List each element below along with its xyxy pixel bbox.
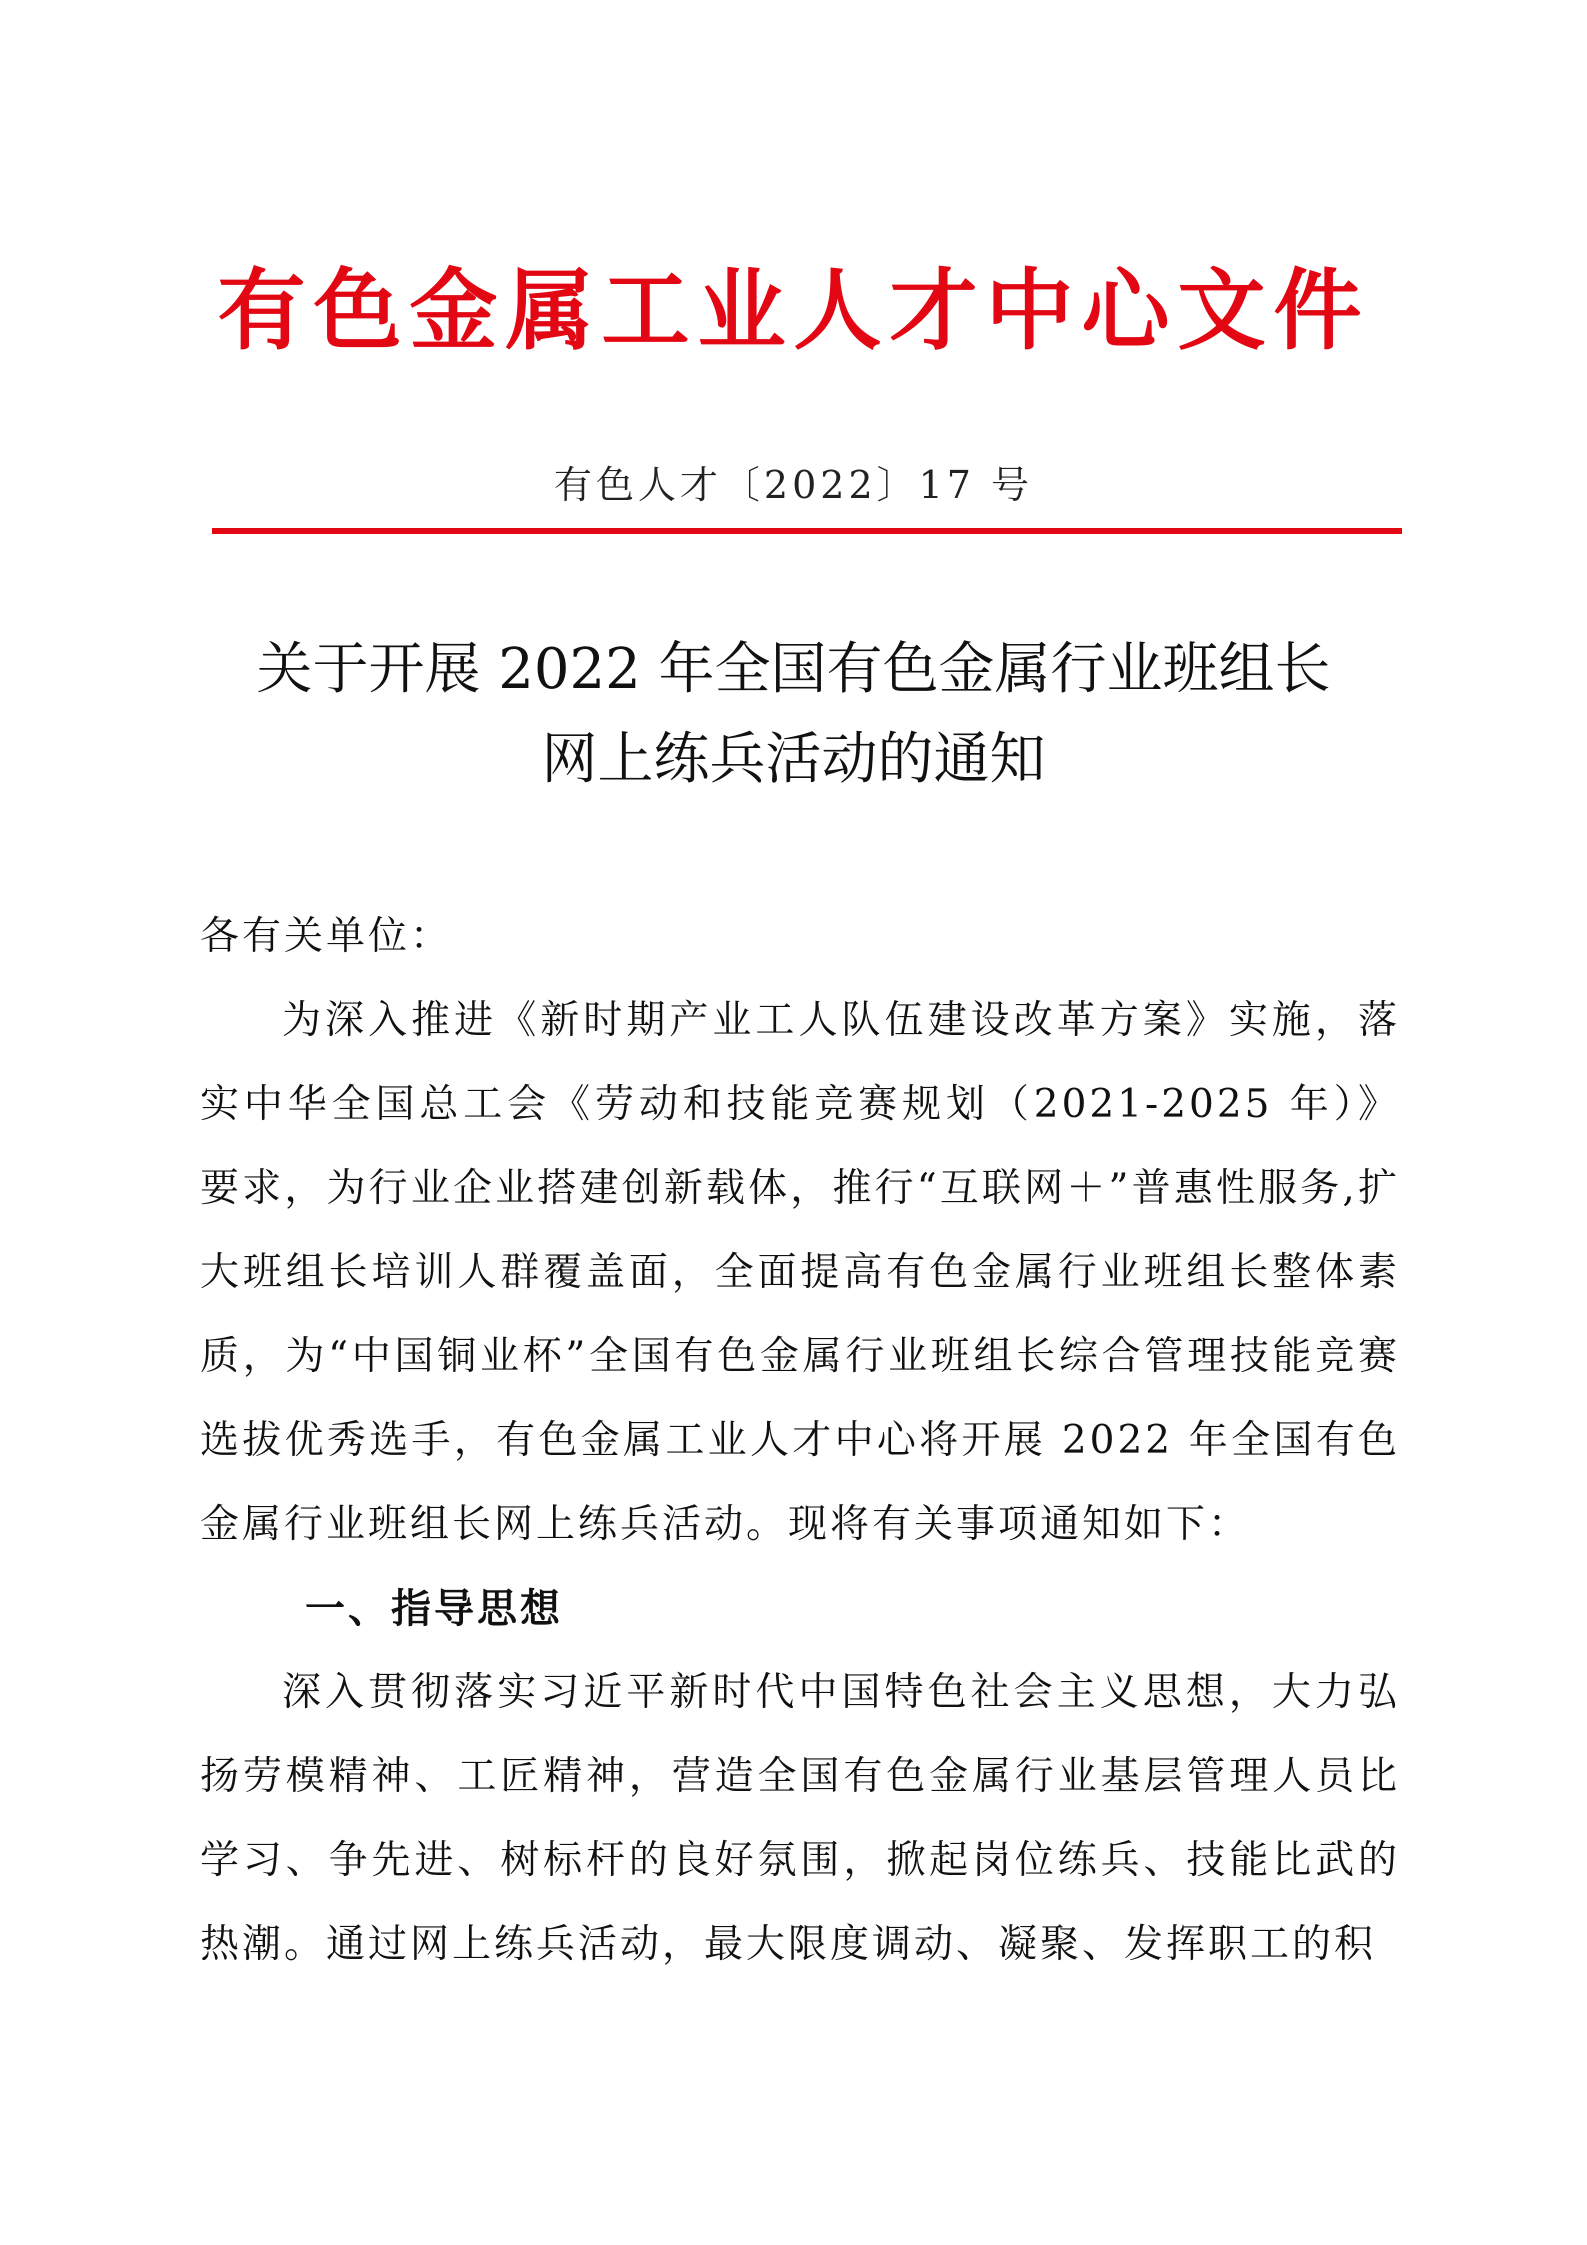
section-heading-guiding-ideology: 一、指导思想	[305, 1586, 563, 1632]
document-title-line-2: 网上练兵活动的通知	[541, 727, 1046, 792]
document-title-line-1: 关于开展 2022 年全国有色金属行业班组长	[256, 637, 1331, 702]
document-number: 有色人才〔2022〕17 号	[553, 463, 1034, 507]
red-divider	[212, 528, 1402, 534]
section-1-paragraph: 深入贯彻落实习近平新时代中国特色社会主义思想，大力弘扬劳模精神、工匠精神，营造全国有色金属行业基层管理人员比学习、争先进、树标杆的良好氛围，掀起岗位练兵、技能比武的热潮。通过网上练兵活动，最大限度调动、凝聚、发挥职工的积	[200, 1670, 1400, 1967]
intro-paragraph: 为深入推进《新时期产业工人队伍建设改革方案》实施，落实中华全国总工会《劳动和技能竞赛规划（2021-2025 年）》要求，为行业企业搭建创新载体，推行“互联网＋”普惠性服务,扩大班组长培训人群覆盖面，全面提高有色金属行业班组长整体素质，为“中国铜业杯”全国有色金属行业班组长综合管理技能竞赛选拔优秀选手，有色金属工业人才中心将开展 2022 年全国有色金属行业班组长网上练兵活动。现将有关事项通知如下：	[200, 998, 1400, 1547]
salutation: 各有关单位：	[200, 914, 453, 959]
document-body	[200, 895, 1400, 1987]
document-title	[0, 625, 1587, 805]
org-header-title: 有色金属工业人才中心文件	[217, 258, 1370, 362]
